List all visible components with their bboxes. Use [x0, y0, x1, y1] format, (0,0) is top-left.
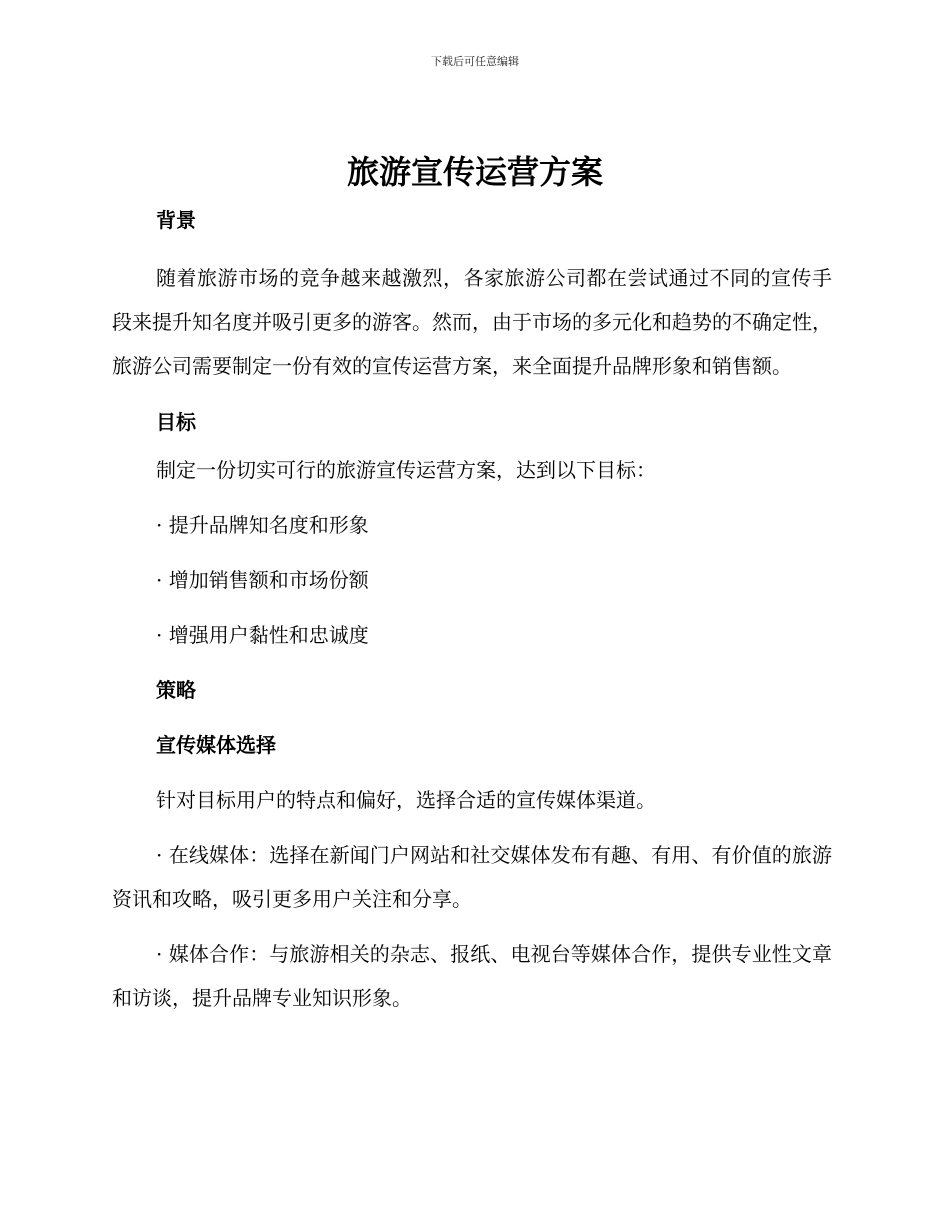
background-paragraph: 随着旅游市场的竞争越来越激烈，各家旅游公司都在尝试通过不同的宣传手段来提升知名度并吸引更多的游客。然而，由于市场的多元化和趋势的不确定性，旅游公司需要制定一份有效的宣传运营方案，来全面提升品牌形象和销售额。 — [112, 266, 832, 378]
goal-item: · 提升品牌知名度和形象 — [156, 513, 369, 537]
media-item: · 媒体合作：与旅游相关的杂志、报纸、电视台等媒体合作，提供专业性文章和访谈，提升品牌专业知识形象。 — [112, 942, 832, 1010]
document-body — [112, 200, 832, 1020]
document-title: 旅游宣传运营方案 — [346, 153, 603, 191]
section-heading-background: 背景 — [156, 208, 196, 232]
goals-intro: 制定一份切实可行的旅游宣传运营方案，达到以下目标： — [156, 458, 656, 482]
section-heading-strategy: 策略 — [156, 678, 196, 702]
page-header-note: 下载后可任意编辑 — [431, 55, 519, 68]
subsection-heading-media: 宣传媒体选择 — [156, 733, 276, 757]
section-heading-goals: 目标 — [156, 410, 196, 434]
media-intro: 针对目标用户的特点和偏好，选择合适的宣传媒体渠道。 — [156, 788, 656, 812]
goal-item: · 增加销售额和市场份额 — [156, 568, 369, 592]
media-item: · 在线媒体：选择在新闻门户网站和社交媒体发布有趣、有用、有价值的旅游资讯和攻略，吸引更多用户关注和分享。 — [112, 843, 832, 911]
goal-item: · 增强用户黏性和忠诚度 — [156, 623, 369, 647]
